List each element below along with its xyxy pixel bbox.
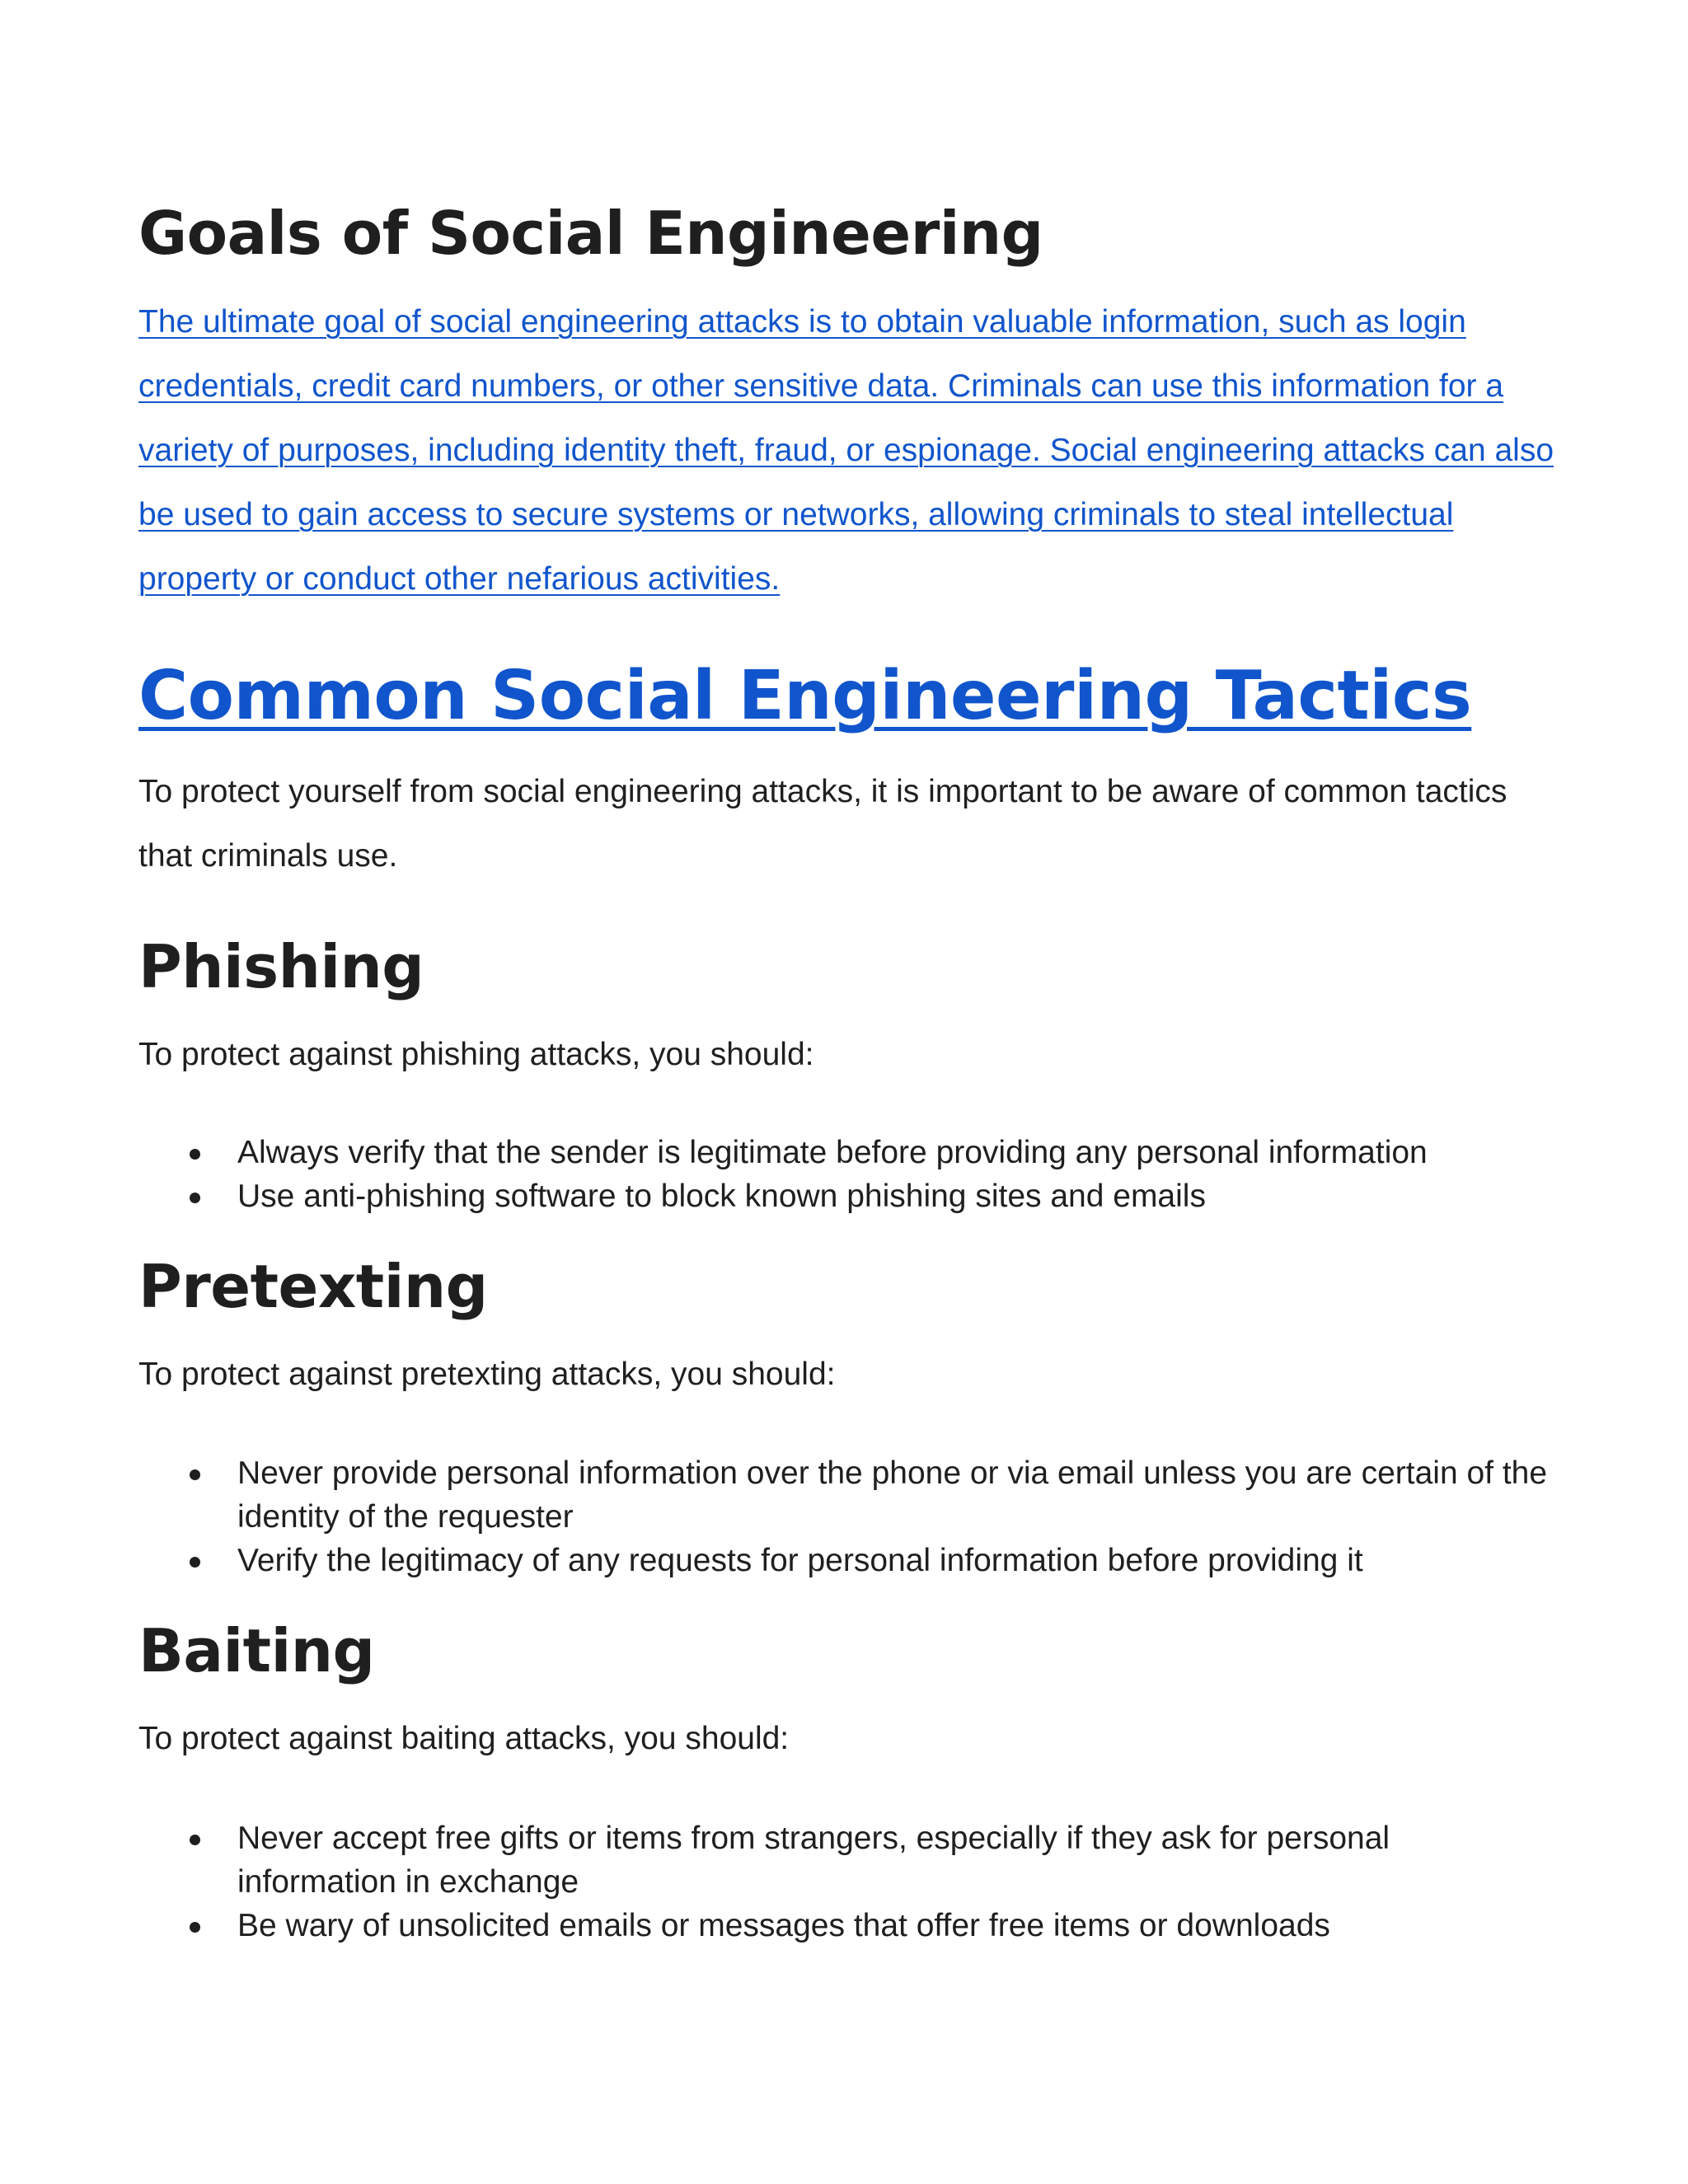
list-item [138,1451,1556,1539]
list-item [138,1539,1556,1582]
list-item-text: Be wary of unsolicited emails or messages that offer free items or downloads [237,1908,1330,1943]
baiting-intro: To protect against baiting attacks, you should: [138,1721,790,1756]
goals-heading: Goals of Social Engineering [138,199,1043,268]
baiting-heading: Baiting [138,1616,375,1685]
bullet-icon [190,1193,200,1203]
common-tactics-heading-link[interactable]: Common Social Engineering Tactics [138,657,1472,735]
pretexting-heading: Pretexting [138,1252,488,1321]
bullet-icon [190,1149,200,1160]
common-tactics-heading [138,651,1471,742]
baiting-bullet-list [138,1816,1556,1947]
list-item [138,1174,1556,1218]
pretexting-bullet-list [138,1451,1556,1582]
list-item [138,1904,1556,1947]
list-item-text: Verify the legitimacy of any requests for personal information before providing it [237,1543,1363,1578]
list-item-text: Use anti-phishing software to block known phishing sites and emails [237,1179,1206,1214]
list-item [138,1131,1556,1174]
phishing-bullet-list [138,1131,1556,1218]
bullet-icon [190,1922,200,1933]
phishing-heading: Phishing [138,932,424,1001]
pretexting-intro: To protect against pretexting attacks, you should: [138,1357,836,1392]
list-item-text: Never provide personal information over the phone or via email unless you are certain of the identity of the requester [237,1455,1548,1535]
tactics-intro-paragraph: To protect yourself from social engineering attacks, it is important to be aware of common tactics that criminals use. [138,774,1507,874]
list-item [138,1816,1556,1904]
goals-paragraph [138,290,1556,612]
bullet-icon [190,1557,200,1568]
list-item-text: Never accept free gifts or items from strangers, especially if they ask for personal information in exchange [237,1821,1390,1900]
goals-paragraph-link[interactable]: The ultimate goal of social engineering attacks is to obtain valuable information, such as login credentials, credit card numbers, or other sensitive data. Criminals can use this information for a variety of purposes, including identity theft, fraud, or espionage. Social engineering attacks can also be used to gain access to secure systems or networks, allowing criminals to steal intellectual property or conduct other nefarious activities. [138,304,1554,597]
bullet-icon [190,1469,200,1480]
phishing-intro: To protect against phishing attacks, you should: [138,1037,814,1072]
bullet-icon [190,1835,200,1845]
list-item-text: Always verify that the sender is legitimate before providing any personal information [237,1135,1428,1170]
